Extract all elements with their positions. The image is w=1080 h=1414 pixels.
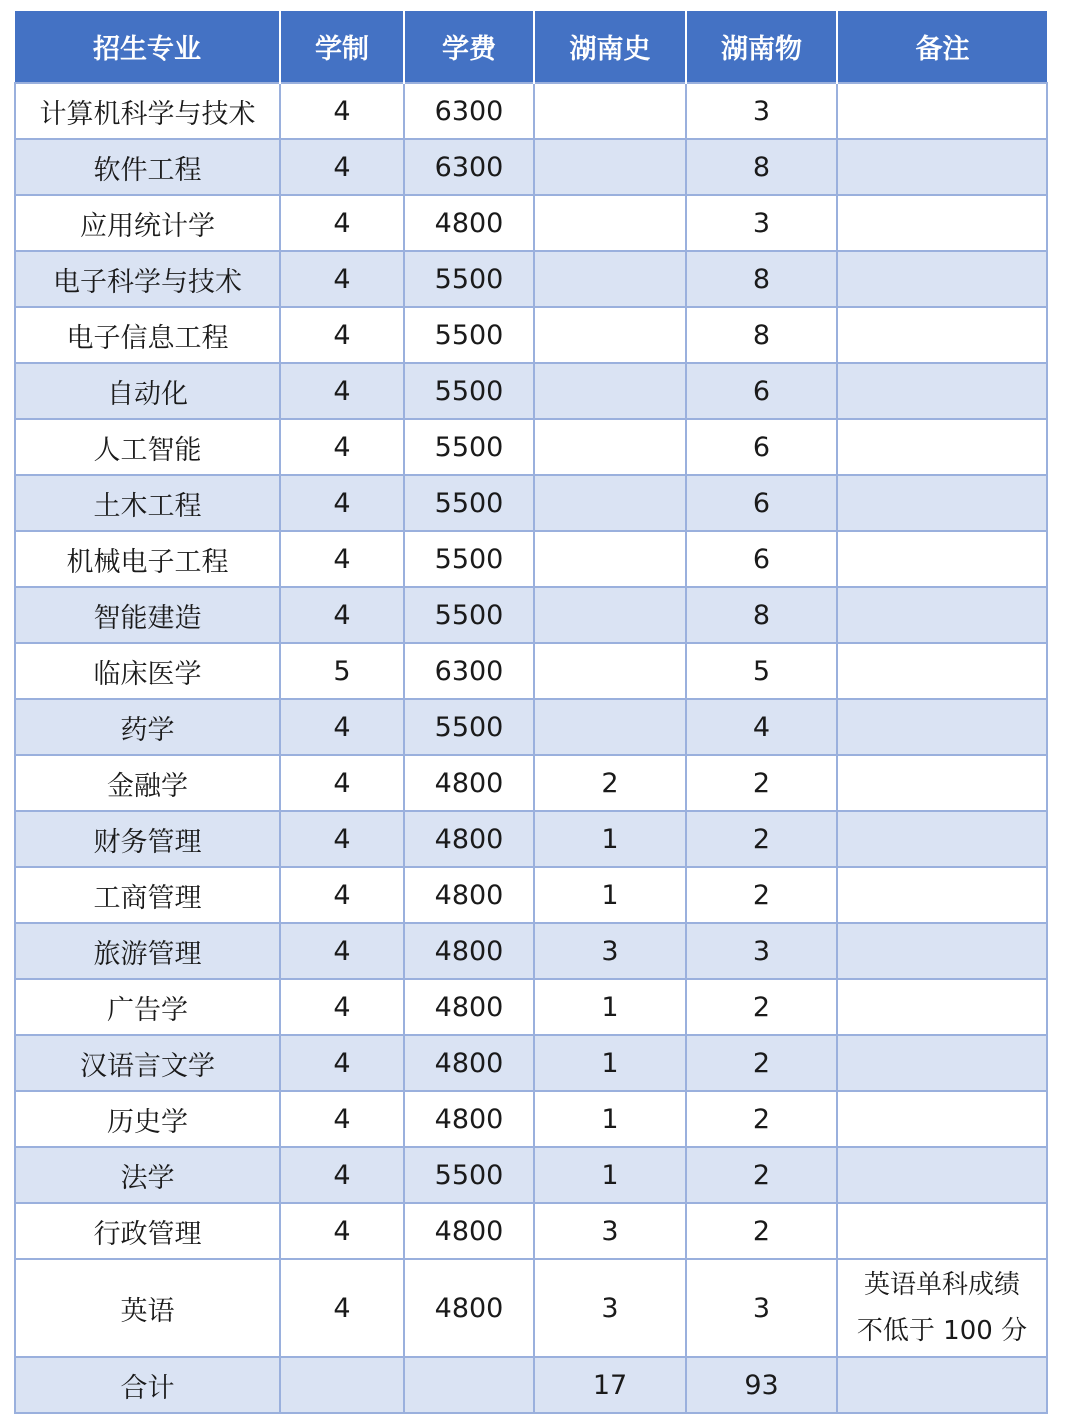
cell-major: 电子信息工程 xyxy=(15,307,280,363)
cell-note xyxy=(837,195,1047,251)
cell-hunan-history xyxy=(534,643,686,699)
cell-hunan-history: 1 xyxy=(534,1035,686,1091)
cell-major: 电子科学与技术 xyxy=(15,251,280,307)
cell-hunan-physics: 2 xyxy=(686,811,837,867)
cell-years: 4 xyxy=(280,363,404,419)
cell-hunan-history xyxy=(534,251,686,307)
enrollment-table-container xyxy=(14,11,1046,1414)
cell-note xyxy=(837,139,1047,195)
cell-hunan-history xyxy=(534,83,686,139)
table-row xyxy=(15,867,1047,923)
header-hunan-physics: 湖南物 xyxy=(686,11,837,83)
cell-note xyxy=(837,251,1047,307)
cell-fee: 4800 xyxy=(404,867,534,923)
cell-years: 4 xyxy=(280,1147,404,1203)
table-row xyxy=(15,923,1047,979)
cell-hunan-physics: 6 xyxy=(686,419,837,475)
cell-fee: 6300 xyxy=(404,139,534,195)
table-row xyxy=(15,979,1047,1035)
cell-years: 4 xyxy=(280,979,404,1035)
cell-hunan-physics: 8 xyxy=(686,307,837,363)
table-body xyxy=(15,83,1047,1259)
cell-note xyxy=(837,83,1047,139)
cell-fee: 4800 xyxy=(404,923,534,979)
cell-hunan-physics: 8 xyxy=(686,251,837,307)
cell-fee: 4800 xyxy=(404,1203,534,1259)
table-row xyxy=(15,307,1047,363)
cell-hunan-history xyxy=(534,531,686,587)
cell-years: 4 xyxy=(280,419,404,475)
cell-hunan-history: 2 xyxy=(534,755,686,811)
cell-fee: 5500 xyxy=(404,475,534,531)
table-row xyxy=(15,139,1047,195)
table-row xyxy=(15,1035,1047,1091)
cell-major: 机械电子工程 xyxy=(15,531,280,587)
cell-major: 自动化 xyxy=(15,363,280,419)
cell-note xyxy=(837,1357,1047,1413)
cell-note xyxy=(837,811,1047,867)
cell-hunan-physics: 6 xyxy=(686,363,837,419)
cell-hunan-physics: 6 xyxy=(686,531,837,587)
cell-years: 4 xyxy=(280,83,404,139)
note-line-1: 英语单科成绩 xyxy=(863,1270,1020,1300)
cell-note xyxy=(837,979,1047,1035)
cell-hunan-history xyxy=(534,475,686,531)
table-row xyxy=(15,643,1047,699)
cell-note xyxy=(837,1147,1047,1203)
cell-hunan-physics: 2 xyxy=(686,979,837,1035)
cell-major: 英语 xyxy=(15,1259,280,1357)
table-footer-body xyxy=(15,1259,1047,1413)
cell-hunan-history: 1 xyxy=(534,867,686,923)
table-row xyxy=(15,363,1047,419)
cell-hunan-physics: 6 xyxy=(686,475,837,531)
cell-major: 行政管理 xyxy=(15,1203,280,1259)
cell-fee: 6300 xyxy=(404,83,534,139)
cell-years: 4 xyxy=(280,923,404,979)
cell-total-label: 合计 xyxy=(15,1357,280,1413)
cell-hunan-history xyxy=(534,699,686,755)
cell-hunan-history xyxy=(534,307,686,363)
cell-fee: 5500 xyxy=(404,1147,534,1203)
cell-note xyxy=(837,363,1047,419)
cell-years: 4 xyxy=(280,475,404,531)
cell-hunan-physics: 2 xyxy=(686,1203,837,1259)
cell-years: 4 xyxy=(280,587,404,643)
cell-total-physics: 93 xyxy=(686,1357,837,1413)
cell-hunan-history xyxy=(534,587,686,643)
cell-hunan-physics: 4 xyxy=(686,699,837,755)
cell-years: 4 xyxy=(280,531,404,587)
cell-years: 4 xyxy=(280,1203,404,1259)
cell-note xyxy=(837,867,1047,923)
cell-major: 人工智能 xyxy=(15,419,280,475)
cell-hunan-history: 3 xyxy=(534,923,686,979)
table-row xyxy=(15,419,1047,475)
cell-major: 土木工程 xyxy=(15,475,280,531)
cell-hunan-history xyxy=(534,363,686,419)
cell-years: 4 xyxy=(280,1091,404,1147)
cell-hunan-physics: 3 xyxy=(686,1259,837,1357)
cell-hunan-physics: 3 xyxy=(686,923,837,979)
cell-major: 应用统计学 xyxy=(15,195,280,251)
cell-hunan-physics: 2 xyxy=(686,1035,837,1091)
cell-hunan-history: 1 xyxy=(534,1147,686,1203)
cell-note xyxy=(837,1091,1047,1147)
cell-note xyxy=(837,643,1047,699)
table-row xyxy=(15,1091,1047,1147)
cell-years: 4 xyxy=(280,307,404,363)
header-major: 招生专业 xyxy=(15,11,280,83)
header-years: 学制 xyxy=(280,11,404,83)
cell-years: 4 xyxy=(280,251,404,307)
cell-hunan-physics: 8 xyxy=(686,587,837,643)
cell-fee: 4800 xyxy=(404,811,534,867)
cell-hunan-history: 1 xyxy=(534,1091,686,1147)
table-row xyxy=(15,251,1047,307)
cell-hunan-history: 1 xyxy=(534,811,686,867)
table-row xyxy=(15,1147,1047,1203)
cell-hunan-history xyxy=(534,139,686,195)
cell-years: 4 xyxy=(280,811,404,867)
cell-fee: 4800 xyxy=(404,1091,534,1147)
cell-hunan-history: 3 xyxy=(534,1203,686,1259)
cell-note xyxy=(837,1203,1047,1259)
cell-major: 智能建造 xyxy=(15,587,280,643)
cell-fee: 5500 xyxy=(404,363,534,419)
cell-fee: 4800 xyxy=(404,755,534,811)
cell-major: 药学 xyxy=(15,699,280,755)
cell-note xyxy=(837,923,1047,979)
cell-years xyxy=(280,1357,404,1413)
cell-major: 旅游管理 xyxy=(15,923,280,979)
cell-fee xyxy=(404,1357,534,1413)
cell-note xyxy=(837,307,1047,363)
cell-fee: 5500 xyxy=(404,699,534,755)
cell-note xyxy=(837,1035,1047,1091)
cell-fee: 4800 xyxy=(404,1035,534,1091)
table-row xyxy=(15,531,1047,587)
table-row-total xyxy=(15,1357,1047,1413)
cell-major: 临床医学 xyxy=(15,643,280,699)
cell-note xyxy=(837,755,1047,811)
cell-years: 4 xyxy=(280,195,404,251)
cell-major: 工商管理 xyxy=(15,867,280,923)
enrollment-table xyxy=(14,11,1048,1414)
cell-fee: 5500 xyxy=(404,587,534,643)
table-header xyxy=(15,11,1047,83)
cell-hunan-physics: 2 xyxy=(686,867,837,923)
cell-total-history: 17 xyxy=(534,1357,686,1413)
table-row xyxy=(15,83,1047,139)
cell-fee: 4800 xyxy=(404,1259,534,1357)
cell-major: 软件工程 xyxy=(15,139,280,195)
cell-major: 广告学 xyxy=(15,979,280,1035)
cell-hunan-physics: 8 xyxy=(686,139,837,195)
cell-hunan-physics: 2 xyxy=(686,1091,837,1147)
cell-fee: 6300 xyxy=(404,643,534,699)
cell-note xyxy=(837,699,1047,755)
cell-hunan-physics: 3 xyxy=(686,195,837,251)
cell-hunan-physics: 5 xyxy=(686,643,837,699)
table-row-english xyxy=(15,1259,1047,1357)
cell-years: 4 xyxy=(280,699,404,755)
cell-fee: 4800 xyxy=(404,195,534,251)
cell-major: 计算机科学与技术 xyxy=(15,83,280,139)
cell-hunan-history: 1 xyxy=(534,979,686,1035)
cell-hunan-physics: 3 xyxy=(686,83,837,139)
cell-note xyxy=(837,419,1047,475)
cell-years: 4 xyxy=(280,139,404,195)
cell-years: 4 xyxy=(280,755,404,811)
header-row xyxy=(15,11,1047,83)
table-row xyxy=(15,475,1047,531)
cell-major: 汉语言文学 xyxy=(15,1035,280,1091)
cell-years: 4 xyxy=(280,867,404,923)
cell-major: 金融学 xyxy=(15,755,280,811)
header-fee: 学费 xyxy=(404,11,534,83)
cell-hunan-physics: 2 xyxy=(686,1147,837,1203)
cell-note xyxy=(837,531,1047,587)
cell-major: 财务管理 xyxy=(15,811,280,867)
cell-note xyxy=(837,587,1047,643)
cell-fee: 4800 xyxy=(404,979,534,1035)
table-row xyxy=(15,1203,1047,1259)
cell-major: 法学 xyxy=(15,1147,280,1203)
cell-hunan-physics: 2 xyxy=(686,755,837,811)
table-row xyxy=(15,587,1047,643)
cell-fee: 5500 xyxy=(404,419,534,475)
table-row xyxy=(15,811,1047,867)
header-hunan-history: 湖南史 xyxy=(534,11,686,83)
cell-fee: 5500 xyxy=(404,251,534,307)
cell-hunan-history: 3 xyxy=(534,1259,686,1357)
cell-fee: 5500 xyxy=(404,307,534,363)
table-row xyxy=(15,699,1047,755)
cell-years: 4 xyxy=(280,1035,404,1091)
cell-hunan-history xyxy=(534,419,686,475)
cell-years: 5 xyxy=(280,643,404,699)
cell-hunan-history xyxy=(534,195,686,251)
cell-years: 4 xyxy=(280,1259,404,1357)
header-note: 备注 xyxy=(837,11,1047,83)
cell-fee: 5500 xyxy=(404,531,534,587)
table-row xyxy=(15,195,1047,251)
table-row xyxy=(15,755,1047,811)
cell-note xyxy=(837,475,1047,531)
cell-major: 历史学 xyxy=(15,1091,280,1147)
note-line-2: 不低于 100 分 xyxy=(856,1316,1028,1346)
cell-note xyxy=(837,1259,1047,1357)
